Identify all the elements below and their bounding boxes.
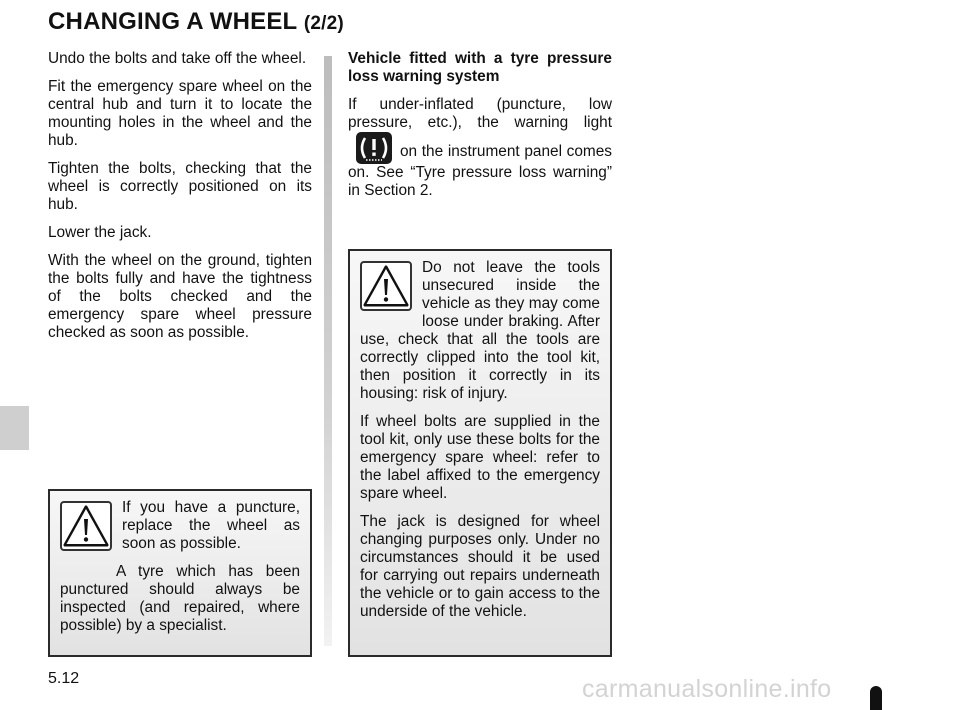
- paragraph: With the wheel on the ground, tighten the bolts fully and have the tightness of the bolts checked and the emergency spare wheel pressure checked as soon as possible.: [48, 252, 312, 341]
- paragraph: [348, 96, 612, 200]
- section-tab: [0, 406, 29, 450]
- text-before-icon: If under-inflated (puncture, low pressure, etc.), the warning light: [348, 96, 612, 131]
- warning-box-tools: [348, 249, 612, 657]
- paragraph: Fit the emergency spare wheel on the central hub and turn it to locate the mounting holes in the wheel and the hub.: [48, 78, 312, 149]
- warning-box-puncture: [48, 489, 312, 657]
- warning-paragraph: Do not leave the tools unsecured inside the vehicle as they may come loose under braking. After use, check that all the tools are correctly clipped into the tool kit, then position it correctly in its housing: risk of injury.: [360, 259, 600, 402]
- paragraph: Tighten the bolts, checking that the wheel is correctly positioned on its hub.: [48, 160, 312, 213]
- paragraph: Undo the bolts and take off the wheel.: [48, 50, 307, 67]
- right-column: [348, 50, 612, 210]
- warning-paragraph: If you have a puncture, replace the wheel as soon as possible.: [122, 499, 300, 552]
- title-text: CHANGING A WHEEL: [48, 8, 297, 35]
- text-after-icon: on the instrument panel comes on. See “Tyre pressure loss warning” in Section 2.: [348, 143, 612, 199]
- warning-paragraph: The jack is designed for wheel changing purposes only. Under no circumstances should it be used for carrying out repairs underneath the vehicle or to gain access to the underside of the vehicle.: [360, 513, 600, 620]
- watermark: carmanualsonline.info: [582, 675, 832, 703]
- title-suffix: (2/2): [303, 13, 344, 34]
- page-title: [48, 8, 344, 36]
- page-corner-mark: [870, 686, 882, 710]
- warning-paragraph: A tyre which has been punctured should always be inspected (and repaired, where possible) by a specialist.: [60, 563, 300, 634]
- left-column: [48, 50, 312, 352]
- warning-triangle-icon: [60, 501, 112, 551]
- section-heading: Vehicle fitted with a tyre pressure loss warning system: [348, 50, 612, 85]
- page-number: 5.12: [48, 670, 80, 687]
- paragraph: Lower the jack.: [48, 224, 152, 241]
- tyre-pressure-warning-icon: [356, 132, 392, 164]
- warning-paragraph: If wheel bolts are supplied in the tool kit, only use these bolts for the emergency spare wheel: refer to the label affixed to the emergency spare wheel.: [360, 413, 600, 502]
- warning-triangle-icon: [360, 261, 412, 311]
- column-divider: [324, 56, 332, 646]
